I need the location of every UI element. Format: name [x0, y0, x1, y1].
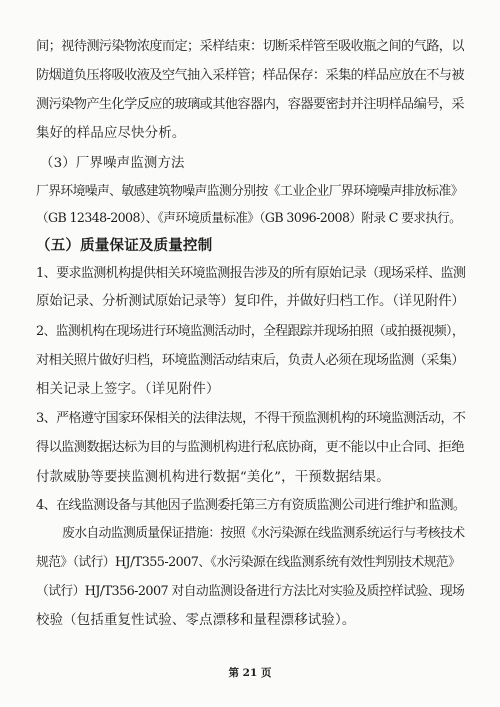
body-text-line: （GB 12348-2008）、《声环境质量标准》（GB 3096-2008）附录 C 要求执行。: [36, 210, 462, 225]
list-item-text: 付款威胁等要挟监测机构进行数据“美化”，干预数据结果。: [36, 470, 390, 485]
paragraph-text: 校验（包括重复性试验、零点漂移和量程漂移试验）。: [36, 613, 356, 628]
paragraph-text: （试行）HJ/T356-2007 对自动监测设备进行方法比对实验及质控样试验、现场: [36, 584, 465, 599]
list-item-text: 4、在线监测设备与其他因子监测委托第三方有资质监测公司进行维护和监测。: [36, 498, 466, 513]
list-item-text: 1、要求监测机构提供相关环境监测报告涉及的所有原始记录（现场采样、监测: [36, 266, 466, 281]
list-item-text: 2、监测机构在现场进行环境监测活动时，全程跟踪并现场拍照（或拍摄视频），: [36, 324, 465, 339]
list-item-text: 对相关照片做好归档，环境监测活动结束后，负责人必须在现场监测（采集）: [36, 353, 464, 368]
list-item-text: 3、严格遵守国家环保相关的法律法规，不得干预监测机构的环境监测活动，不: [36, 411, 466, 426]
body-text-line: 厂界环境噪声、敏感建筑物噪声监测分别按《工业企业厂界环境噪声排放标准》: [36, 184, 463, 199]
body-text-line: 测污染物产生化学反应的玻璃或其他容器内，容器要密封并注明样品编号，采: [36, 97, 464, 112]
body-text-line: 防烟道负压将吸收液及空气抽入采样管；样品保存：采集的样品应放在不与被: [36, 68, 464, 83]
list-item-text: 得以监测数据达标为目的与监测机构进行私底协商，更不能以中止合同、拒绝: [36, 440, 464, 455]
paragraph-text: 废水自动监测质量保证措施：按照《水污染源在线监测系统运行与考核技术: [62, 526, 465, 541]
list-item-text: 原始记录、分析测试原始记录等）复印件，并做好归档工作。（详见附件）: [36, 294, 465, 309]
section-heading: （五）质量保证及质量控制: [36, 238, 213, 254]
subsection-title: （3）厂界噪声监测方法: [40, 156, 185, 171]
paragraph-text: 规范》（试行）HJ/T355-2007、《水污染源在线监测系统有效性判别技术规范》: [36, 555, 461, 570]
list-item-text: 相关记录上签字。（详见附件）: [36, 382, 220, 397]
body-text-line: 间；视待测污染物浓度而定；采样结束：切断采样管至吸收瓶之间的气路，以: [36, 39, 464, 54]
body-text-line: 集好的样品应尽快分析。: [36, 126, 186, 141]
page-number: 第 21 页: [228, 667, 272, 679]
